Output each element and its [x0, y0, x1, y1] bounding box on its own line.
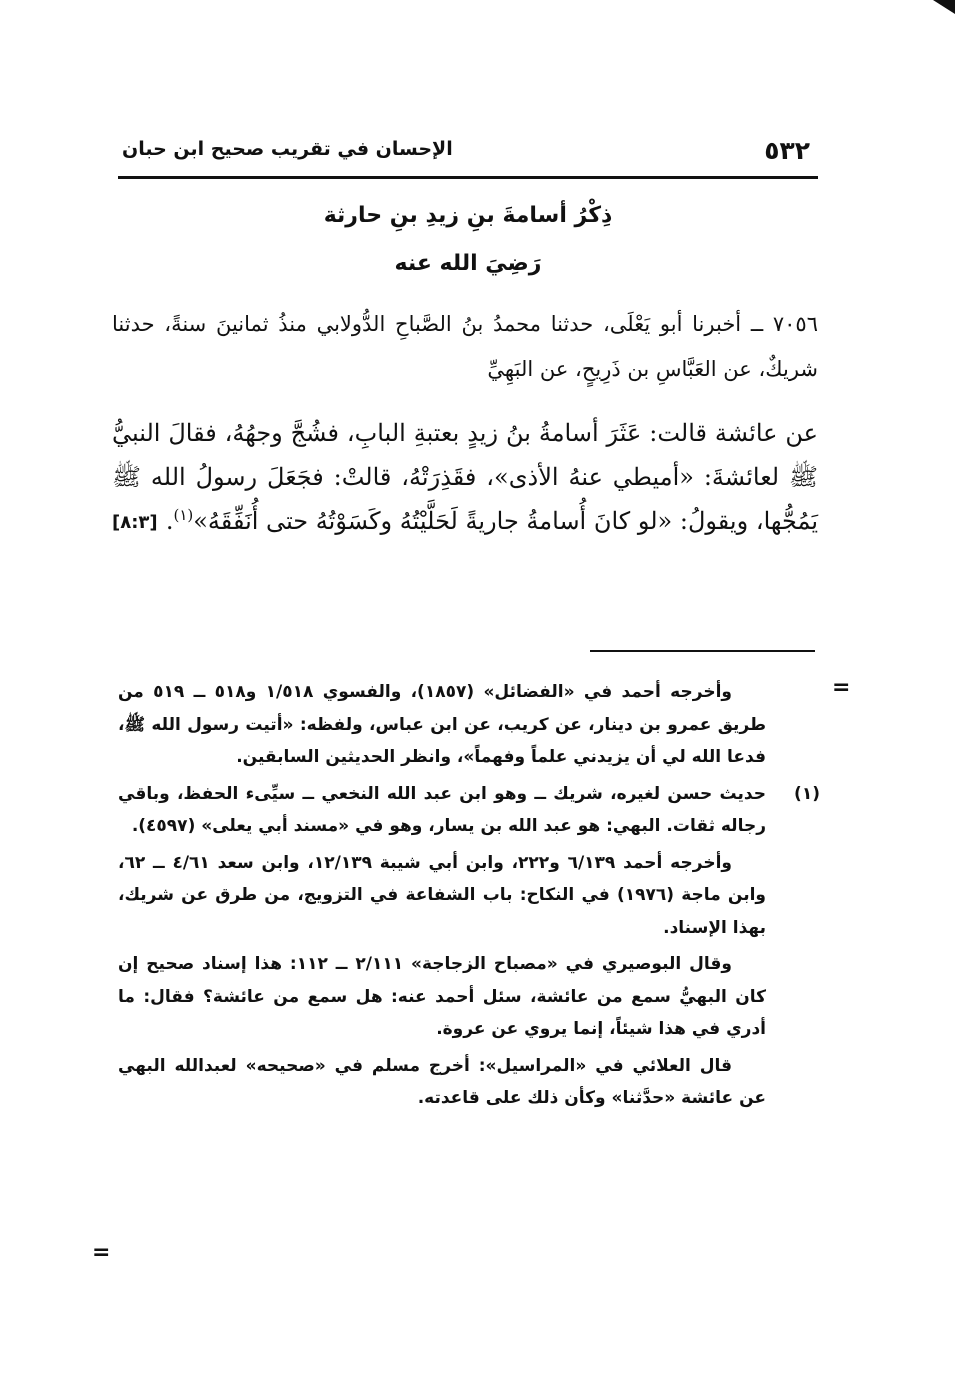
page-header [118, 128, 818, 174]
matn-text: عن عائشة قالت: عَثَرَ أسامةُ بنُ زيدٍ بعتبةِ البابِ، فشُجَّ وجهُهُ، فقالَ النبيُّ ﷺ لعائشةَ: «أميطي عنهُ الأذى»، فقَذِرَتْهُ، قالتْ: فجَعَلَ رسولُ الله ﷺ يَمُجُّها، ويقولُ: «لو كانَ أُسامةُ جاريةً لَحَلَّيْتُهُ وكَسَوْتُهُ حتى أُنَفِّقَهُ» [112, 419, 818, 535]
matn-end-mark: . [165, 507, 174, 535]
footnote-paragraph: قال العلائي في «المراسيل»: أخرج مسلم في «صحيحه» لعبدالله البهي عن عائشة «حدَّثنا» وكأن ذلك على قاعدته. [118, 1055, 766, 1108]
footnote-separator [590, 650, 815, 652]
continuation-mark-bottom: = [92, 1240, 111, 1265]
section-subtitle: رَضِيَ الله عنه [394, 251, 542, 276]
footnote-paragraph: وأخرجه أحمد ٦/١٣٩ و٢٢٢، وابن أبي شيبة ١٢/١٣٩، وابن سعد ٤/٦١ ــ ٦٢، وابن ماجة (١٩٧٦) في النكاح: باب الشفاعة في التزويج، من طرق عن شريك، بهذا الإسناد. [118, 852, 766, 938]
footnote-1-text: حديث حسن لغيره، شريك ــ وهو ابن عبد الله النخعي ــ سيِّىء الحفظ، وباقي رجاله ثقات. البهي: هو عبد الله بن يسار، وهو في «مسند أبي يعلى» (٤٥٩٧). [118, 783, 766, 836]
footnote-marker: (١) [173, 506, 194, 524]
page-number: ٥٣٢ [764, 136, 810, 165]
section-title: ذِكْرُ أسامةَ بنِ زيدِ بنِ حارثة [323, 203, 613, 228]
footnote-1 [118, 778, 820, 843]
footnotes [118, 676, 820, 1119]
running-title: الإحسان في تقريب صحيح ابن حبان [122, 138, 453, 160]
continuation-mark-top: = [832, 675, 851, 700]
footnote-continued-text: وأخرجه أحمد في «الفضائل» (١٨٥٧)، والفسوي ١/٥١٨ و٥١٨ ــ ٥١٩ من طريق عمرو بن دينار، عن كريب، عن ابن عباس، ولفظه: «أتيت رسول الله ﷺ، فدعا الله لي أن يزيدني علماً وفهماً»، وانظر الحديثين السابقين. [118, 682, 766, 767]
hadith-matn [112, 411, 818, 545]
hadith-isnad [112, 302, 818, 392]
footnote-number: (١) [794, 783, 820, 804]
footnote-paragraph: وقال البوصيري في «مصباح الزجاجة» ٢/١١١ ــ ١١٢: هذا إسناد صحيح إن كان البهيُّ سمع من عائشة، سئل أحمد عنه: هل سمع من عائشة؟ فقال: ما أدري في هذا شيئاً، إنما يروي عن عروة. [118, 954, 766, 1039]
page-corner-mark [933, 0, 955, 14]
reference-tag: [٨:٣] [112, 512, 158, 533]
header-rule [118, 176, 818, 179]
isnad-text: ٧٠٥٦ ــ أخبرنا أبو يَعْلَى، حدثنا محمدُ بنُ الصَّباحِ الدُّولابي منذُ ثمانينَ سنةً، حدثنا شريكٌ، عن العَبَّاسِ بن ذَرِيحٍ، عن البَهِيِّ [112, 312, 818, 381]
